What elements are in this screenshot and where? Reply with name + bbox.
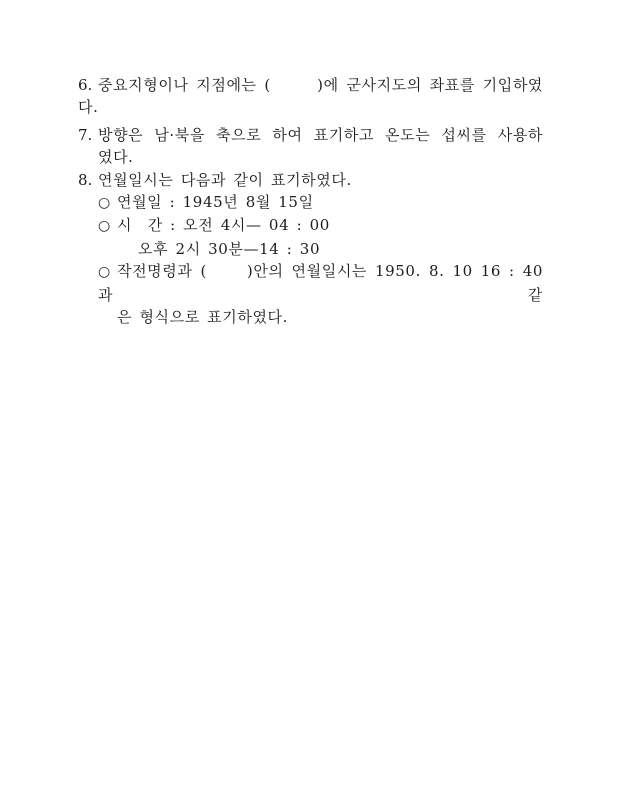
item-6-line-1 (78, 74, 543, 119)
item-7-text-line-2: 였다. (98, 148, 134, 167)
circle-bullet-icon: ○ (98, 264, 111, 281)
sub-item-date-text: 연월일 : 1945년 8월 15일 (117, 193, 314, 212)
sub-item-order-text-line-2: 은 형식으로 표기하였다. (117, 308, 289, 327)
sub-item-time-line-2 (78, 238, 543, 260)
circle-bullet-icon: ○ (98, 218, 111, 235)
text-block (78, 74, 543, 328)
sub-item-date-line (78, 191, 543, 214)
item-8-number: 8. (78, 170, 93, 189)
item-7-line-2 (78, 146, 543, 168)
item-7-number: 7. (78, 125, 93, 144)
sub-item-order-text-line-1: 작전명령과 ( )안의 연월일시는 1950. 8. 10 16 : 40과 같 (98, 262, 543, 304)
sub-item-order-line-1 (78, 260, 543, 306)
sub-item-time-text-line-1: 시 간 : 오전 4시— 04 : 00 (117, 216, 330, 235)
item-8-line-1 (78, 169, 543, 191)
circle-bullet-icon: ○ (98, 195, 111, 212)
item-6-number: 6. (78, 76, 93, 94)
sub-item-time-line-1 (78, 214, 543, 237)
sub-item-order-line-2 (78, 306, 543, 328)
sub-item-time-text-line-2: 오후 2시 30분—14 : 30 (138, 239, 321, 258)
item-6-text: 중요지형이나 지점에는 ( )에 군사지도의 좌표를 기입하였다. (78, 76, 543, 117)
item-8-text: 연월일시는 다음과 같이 표기하였다. (98, 170, 352, 189)
item-7-text-line-1: 방향은 남·북을 축으로 하여 표기하고 온도는 섭씨를 사용하 (98, 125, 543, 144)
item-7-line-1 (78, 124, 543, 146)
